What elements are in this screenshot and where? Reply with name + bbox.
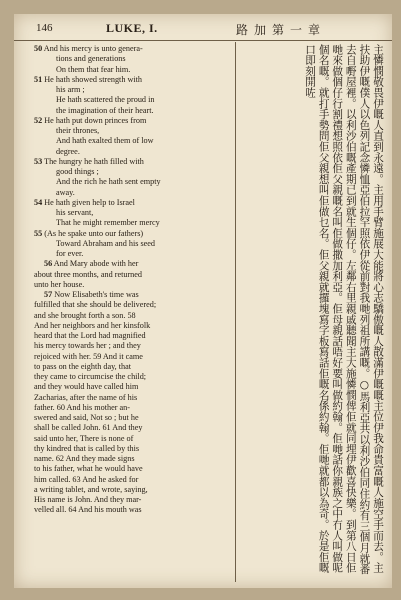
english-line bbox=[34, 106, 230, 116]
verse-number: 52 bbox=[34, 115, 43, 125]
verse-text: Now Elisabeth's time was bbox=[52, 290, 139, 299]
chinese-column: 嘅。就打手勢問佢父親想叫佢做乜名。佢父親就攞塊寫字板寫話佢嘅名係 bbox=[317, 65, 330, 412]
english-line bbox=[34, 300, 230, 310]
verse-text: Zacharias, after the name of his bbox=[34, 392, 138, 402]
verse-text: and they would have called him bbox=[34, 382, 139, 392]
verse-text: the imagination of their heart. bbox=[56, 105, 154, 115]
verse-text: to his father, what he would have bbox=[34, 464, 143, 474]
english-line bbox=[34, 311, 230, 321]
english-line bbox=[34, 270, 230, 280]
verse-text: his mercy towards her ; and they bbox=[34, 341, 141, 351]
english-line bbox=[34, 249, 230, 259]
english-line bbox=[34, 229, 230, 239]
english-line bbox=[34, 239, 230, 249]
verse-text: their thrones, bbox=[56, 126, 100, 135]
book-chapter-title: LUKE, I. bbox=[106, 21, 158, 35]
english-line bbox=[34, 188, 230, 198]
verse-text: On them that fear him. bbox=[56, 64, 131, 74]
verse-text: good things ; bbox=[56, 167, 99, 176]
verse-text: they came to circumcise the child; bbox=[34, 372, 147, 381]
english-line bbox=[34, 495, 230, 505]
verse-text: heard that the Lord had magnified bbox=[34, 331, 146, 340]
verse-text: He hath given help to Israel bbox=[42, 197, 135, 207]
verse-text: And his mercy is unto genera- bbox=[42, 44, 143, 53]
english-line bbox=[34, 157, 230, 167]
english-line bbox=[34, 208, 230, 218]
verse-text: He hath put down princes from bbox=[42, 115, 147, 125]
verse-text: swered and said, Not so ; but he bbox=[34, 413, 139, 422]
english-line bbox=[34, 352, 230, 362]
english-line bbox=[34, 198, 230, 208]
english-line bbox=[34, 116, 230, 126]
verse-text: And the rich he hath sent empty bbox=[56, 177, 161, 187]
verse-text: to pass on the eighth day, that bbox=[34, 361, 132, 371]
verse-number: 55 bbox=[34, 228, 43, 238]
english-line bbox=[34, 290, 230, 300]
verse-text: name. 62 And they made signs bbox=[34, 454, 135, 463]
verse-text: degree. bbox=[56, 146, 80, 156]
english-line bbox=[34, 464, 230, 474]
verse-text: his servant, bbox=[56, 208, 94, 217]
english-line bbox=[34, 341, 230, 351]
english-line bbox=[34, 331, 230, 341]
bible-page bbox=[14, 14, 392, 588]
english-line bbox=[34, 177, 230, 187]
english-line bbox=[34, 147, 230, 157]
english-line bbox=[34, 95, 230, 105]
verse-text: father. 60 And his mother an- bbox=[34, 402, 130, 412]
verse-number: 51 bbox=[34, 74, 43, 84]
english-line bbox=[34, 403, 230, 413]
english-line bbox=[34, 280, 230, 290]
page-header bbox=[14, 18, 392, 41]
english-line bbox=[34, 413, 230, 423]
english-line bbox=[34, 372, 230, 382]
verse-text: his arm ; bbox=[56, 85, 85, 94]
verse-text: for ever. bbox=[56, 249, 84, 258]
chinese-text-column bbox=[240, 44, 384, 582]
english-text-column bbox=[34, 44, 230, 582]
chinese-column: 主憐憫敬畏伊嘅人直到永遠。主用手臂施展大能將心志驕傲嘅人散滿伊嘅 bbox=[372, 44, 384, 390]
verse-text: tions and generations bbox=[56, 54, 126, 64]
english-line bbox=[34, 167, 230, 177]
chinese-column: 約翰。佢哋就都以為奇。於是佢嘅口即刻開咗 bbox=[304, 44, 330, 574]
english-line bbox=[34, 126, 230, 136]
verse-text: unto her house. bbox=[34, 279, 85, 289]
chinese-chapter-title: 路加第一章 bbox=[236, 23, 327, 37]
verse-text: The hungry he hath filled with bbox=[42, 156, 144, 166]
verse-text: And Mary abode with her bbox=[52, 259, 139, 269]
english-line bbox=[34, 136, 230, 146]
verse-text: That he might remember mercy bbox=[56, 218, 160, 228]
verse-number: 57 bbox=[44, 290, 53, 299]
english-line bbox=[34, 75, 230, 85]
verse-text: shall be called John. 61 And they bbox=[34, 423, 143, 433]
chinese-column: 就同埋伊歡喜快樂。到第八日佢哋來做個仔行割禮想照依佢父親嘅名叫佢做 bbox=[331, 44, 357, 574]
verse-text: him called. 63 And he asked for bbox=[34, 474, 139, 484]
chinese-column: 照依伊從前對我哋列祖所講嘅。○馬利亞共以利沙伯同住約有三個月就番去自 bbox=[344, 44, 371, 575]
verse-text: velled all. 64 And his mouth was bbox=[34, 505, 142, 515]
verse-number: 54 bbox=[34, 197, 43, 207]
verse-text: thy kindred that is called by this bbox=[34, 443, 140, 453]
english-line bbox=[34, 44, 230, 54]
verse-text: And her neighbors and her kinsfolk bbox=[34, 320, 151, 330]
verse-text: away. bbox=[56, 187, 75, 197]
verse-text: Toward Abraham and his seed bbox=[56, 238, 156, 248]
chinese-column: 嘅主位伊我命貴富嘅人施空手而去。主扶助伊嘅僕人以色列記念憐恤亞伯拉罕 bbox=[358, 44, 384, 574]
english-line bbox=[34, 423, 230, 433]
english-line bbox=[34, 85, 230, 95]
verse-text: And hath exalted them of low bbox=[56, 136, 154, 146]
chinese-column: 撒加利亞。佢母親話唔好要叫做約翰。佢哋話你親族之中冇人叫做呢個名 bbox=[317, 44, 344, 574]
english-line bbox=[34, 505, 230, 515]
verse-number: 53 bbox=[34, 156, 43, 166]
verse-text: about three months, and returned bbox=[34, 269, 142, 279]
english-line bbox=[34, 259, 230, 269]
column-divider bbox=[235, 42, 236, 582]
verse-number: 56 bbox=[44, 259, 53, 269]
verse-text: (As he spake unto our fathers) bbox=[42, 228, 144, 238]
verse-text: He hath showed strength with bbox=[42, 74, 143, 84]
verse-text: a writing tablet, and wrote, saying, bbox=[34, 484, 148, 494]
verse-text: fulfilled that she should be delivered; bbox=[34, 300, 157, 310]
verse-text: He hath scattered the proud in bbox=[56, 95, 155, 105]
page-number: 146 bbox=[36, 22, 53, 34]
verse-text: His name is John. And they mar- bbox=[34, 495, 142, 504]
verse-text: rejoiced with her. 59 And it came bbox=[34, 351, 143, 361]
english-line bbox=[34, 475, 230, 485]
english-line bbox=[34, 393, 230, 403]
english-line bbox=[34, 434, 230, 444]
verse-text: said unto her, There is none of bbox=[34, 433, 134, 443]
english-line bbox=[34, 218, 230, 228]
english-line bbox=[34, 65, 230, 75]
english-line bbox=[34, 382, 230, 392]
english-line bbox=[34, 454, 230, 464]
chinese-column: 嘢屋裡。以利沙伯嘅產期已到就生個仔。左鄰右里親戚聽聞主大施憐憫俾佢 bbox=[344, 65, 357, 423]
verse-number: 50 bbox=[34, 44, 43, 53]
english-line bbox=[34, 54, 230, 64]
english-line bbox=[34, 362, 230, 372]
english-line bbox=[34, 321, 230, 331]
english-line bbox=[34, 485, 230, 495]
verse-text: and she brought forth a son. 58 bbox=[34, 310, 136, 320]
english-line bbox=[34, 444, 230, 454]
